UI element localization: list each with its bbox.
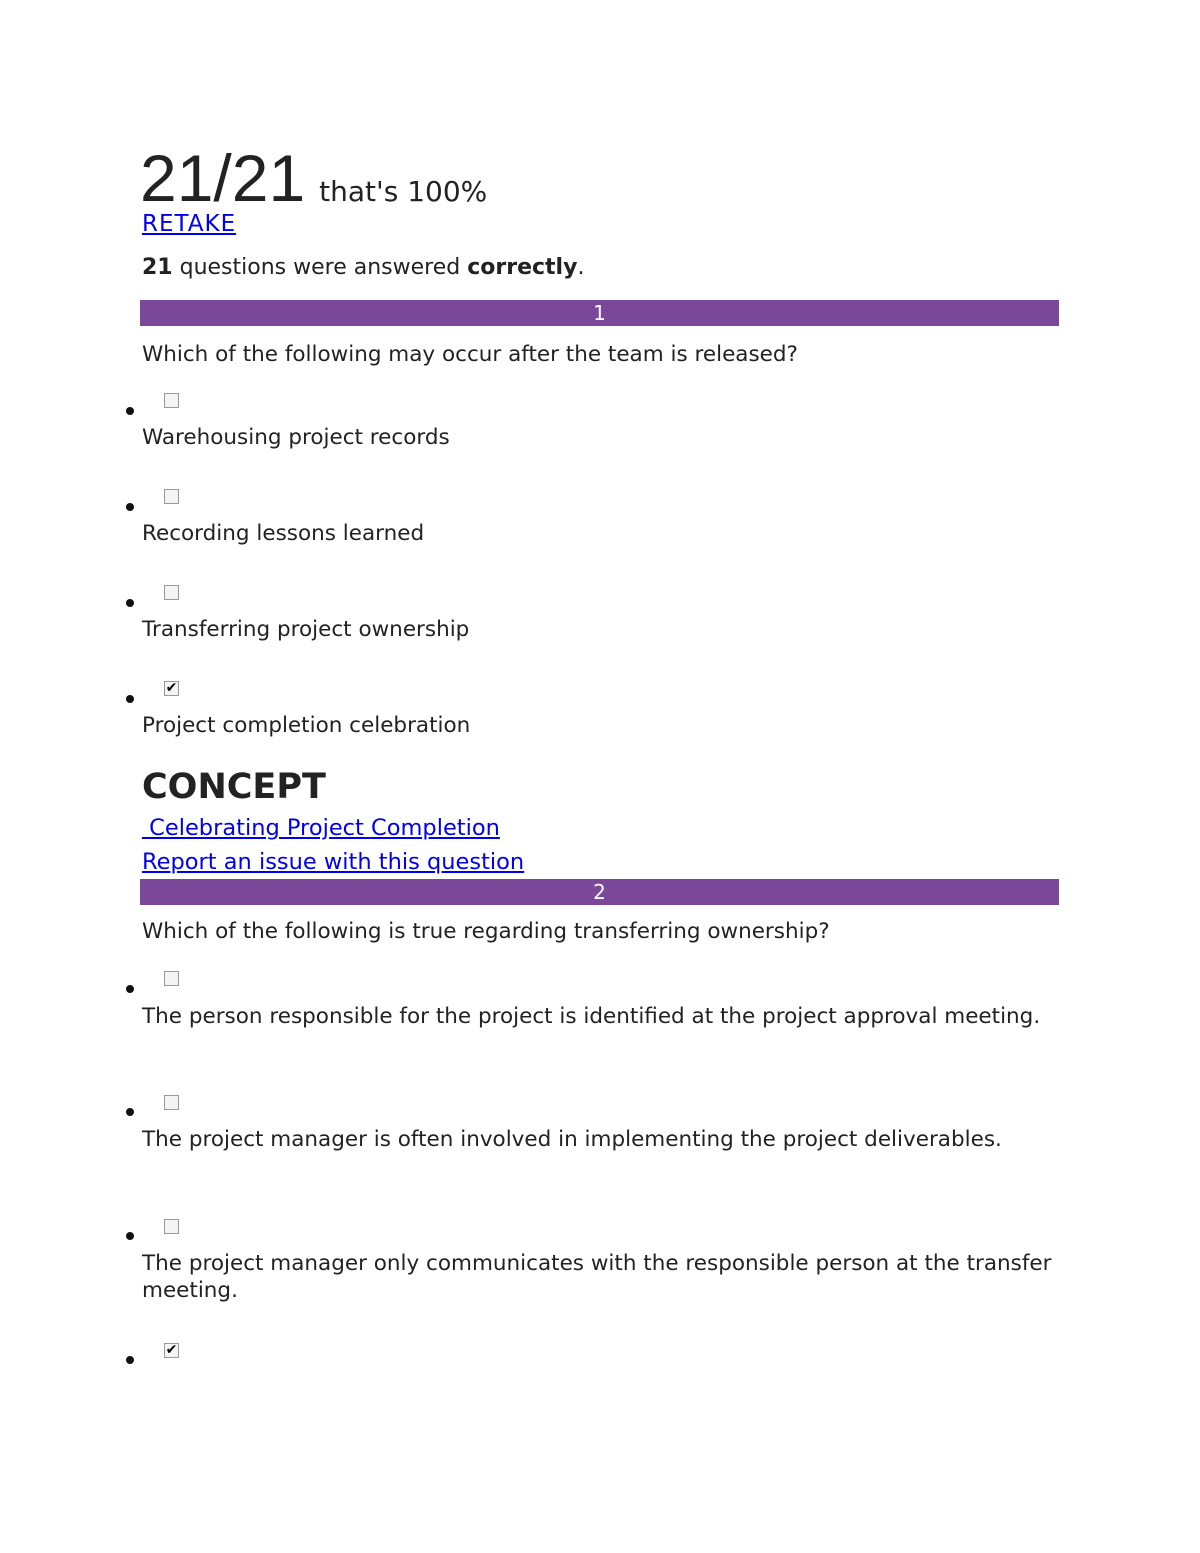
answer-checkbox[interactable] bbox=[164, 971, 179, 986]
answer-checkbox[interactable] bbox=[164, 489, 179, 504]
bullet bbox=[126, 1108, 134, 1116]
summary-end: . bbox=[577, 255, 585, 280]
report-issue-link[interactable]: Report an issue with this question bbox=[142, 849, 525, 875]
correct-count: 21 bbox=[142, 255, 173, 280]
score-value: 21/21 bbox=[140, 141, 306, 215]
bullet bbox=[126, 407, 134, 415]
results-summary bbox=[142, 255, 584, 280]
question-text: Which of the following may occur after the team is released? bbox=[142, 342, 798, 367]
concept-link[interactable]: Celebrating Project Completion bbox=[142, 815, 500, 841]
answer-checkbox[interactable] bbox=[164, 1095, 179, 1110]
answer-checkbox[interactable] bbox=[164, 1219, 179, 1234]
answer-checkbox[interactable] bbox=[164, 393, 179, 408]
question-number-bar: 1 bbox=[140, 300, 1059, 326]
answer-option: The project manager only communicates with the responsible person at the transfer meeting. bbox=[142, 1251, 1052, 1303]
answer-option: The person responsible for the project is identified at the project approval meeting. bbox=[142, 1004, 1041, 1029]
answer-checkbox[interactable] bbox=[164, 585, 179, 600]
bullet bbox=[126, 1356, 134, 1364]
question-text: Which of the following is true regarding transferring ownership? bbox=[142, 919, 830, 944]
bullet bbox=[126, 503, 134, 511]
retake-link[interactable]: RETAKE bbox=[142, 211, 237, 237]
answer-option: The project manager is often involved in implementing the project deliverables. bbox=[142, 1127, 1002, 1152]
concept-heading: CONCEPT bbox=[142, 767, 326, 807]
answer-option: Recording lessons learned bbox=[142, 521, 425, 546]
answer-checkbox-checked[interactable]: ✔ bbox=[165, 1342, 178, 1358]
bullet bbox=[126, 599, 134, 607]
question-number-bar: 2 bbox=[140, 879, 1059, 905]
bullet bbox=[126, 695, 134, 703]
score-percent: that's 100% bbox=[319, 175, 488, 208]
answer-checkbox-checked[interactable]: ✔ bbox=[165, 680, 178, 696]
answer-option: Transferring project ownership bbox=[142, 617, 470, 642]
summary-emphasis: correctly bbox=[467, 255, 578, 280]
bullet bbox=[126, 1232, 134, 1240]
summary-text: questions were answered bbox=[172, 255, 468, 280]
answer-option: Project completion celebration bbox=[142, 713, 471, 738]
answer-option: Warehousing project records bbox=[142, 425, 450, 450]
bullet bbox=[126, 985, 134, 993]
